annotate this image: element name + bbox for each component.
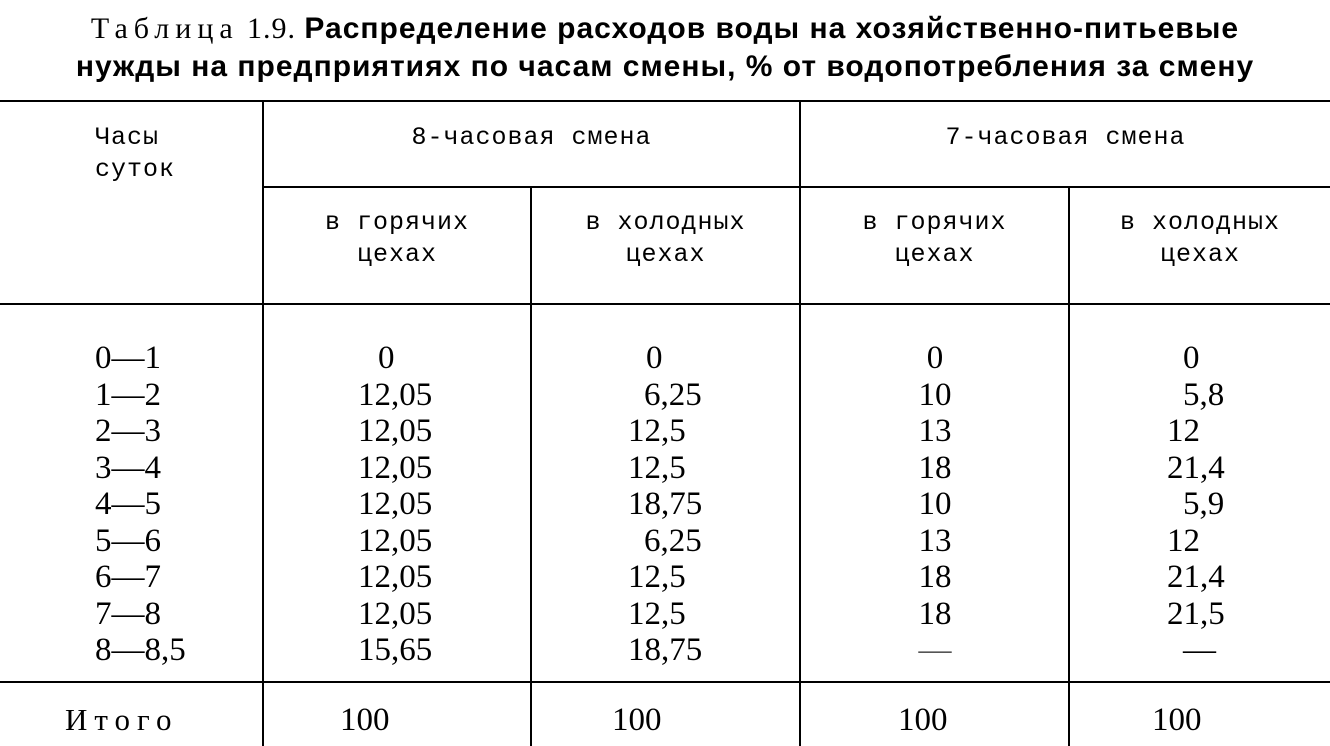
cell-7-hot: 13 xyxy=(918,413,952,449)
cell-8-cold: 6,25 xyxy=(644,376,702,413)
cell-7-hot: 18 xyxy=(918,449,952,486)
table-top-rule xyxy=(0,100,1330,102)
cell-8-hot: 15,65 xyxy=(358,632,433,668)
cell-hours: 0—1 xyxy=(95,340,161,376)
cell-7-hot: — xyxy=(918,632,952,668)
cell-hours: 5—6 xyxy=(95,522,161,559)
cell-7-hot: 18 xyxy=(918,595,952,632)
cell-8-cold: 12,5 xyxy=(628,413,686,449)
header-7-cold xyxy=(1070,207,1330,271)
header-hours-line-2: суток xyxy=(95,155,176,184)
header-7-cold-line-1: в холодных xyxy=(1119,208,1281,237)
cell-8-cold: 0 xyxy=(646,340,663,376)
header-8-hot-line-1: в горячих xyxy=(324,208,470,237)
table-caption xyxy=(0,10,1330,86)
total-8-cold: 100 xyxy=(612,702,662,738)
cell-hours: 1—2 xyxy=(95,376,161,413)
cell-hours: 7—8 xyxy=(95,595,161,632)
header-7-cold-line-2: цехах xyxy=(1159,240,1240,269)
cell-7-cold: 12 xyxy=(1167,522,1200,559)
cell-7-cold: 21,5 xyxy=(1167,595,1225,632)
cell-7-cold: 5,8 xyxy=(1183,376,1225,413)
cell-7-hot: 18 xyxy=(918,559,952,595)
total-label: Итого xyxy=(65,702,179,737)
cell-hours: 6—7 xyxy=(95,559,161,595)
cell-8-hot: 12,05 xyxy=(358,559,433,595)
cell-hours: 8—8,5 xyxy=(95,632,186,668)
caption-heading-line-1: Распределение расходов воды на хозяйственно-питьевые xyxy=(304,12,1240,45)
header-8-hot xyxy=(264,207,530,271)
total-7-hot: 100 xyxy=(898,702,948,738)
cell-8-hot: 12,05 xyxy=(358,449,433,486)
cell-hours: 3—4 xyxy=(95,449,161,486)
cell-7-cold: 0 xyxy=(1183,340,1200,376)
header-8-cold xyxy=(532,207,799,271)
cell-8-cold: 12,5 xyxy=(628,559,686,595)
shift8-cold-column xyxy=(628,340,718,669)
cell-8-cold: 12,5 xyxy=(628,595,686,632)
header-8-cold-line-1: в холодных xyxy=(585,208,746,237)
header-bottom-rule xyxy=(0,303,1330,305)
shift-header-rule xyxy=(263,186,1330,188)
header-hours-line-1: Часы xyxy=(95,123,160,152)
header-7-hot-line-1: в горячих xyxy=(862,208,1007,237)
cell-8-hot: 12,05 xyxy=(358,522,433,559)
shift7-hot-column xyxy=(905,340,965,669)
header-shift-8: 8-часовая смена xyxy=(411,123,652,152)
header-7-hot-line-2: цехах xyxy=(894,240,975,269)
col-divider-1 xyxy=(262,101,264,746)
cell-8-hot: 12,05 xyxy=(358,376,433,413)
header-7-hot xyxy=(801,207,1068,271)
cell-7-hot: 10 xyxy=(918,376,952,413)
shift7-cold-column xyxy=(1167,340,1257,669)
cell-8-hot: 12,05 xyxy=(358,486,433,522)
cell-7-hot: 0 xyxy=(926,340,944,376)
total-7-cold: 100 xyxy=(1152,702,1202,738)
cell-8-hot: 12,05 xyxy=(358,595,433,632)
cell-7-cold: 12 xyxy=(1167,413,1200,449)
cell-8-cold: 12,5 xyxy=(628,449,686,486)
cell-7-hot: 10 xyxy=(918,486,952,522)
caption-number: 1.9. xyxy=(247,12,297,45)
cell-8-hot: 12,05 xyxy=(358,413,433,449)
cell-7-cold: — xyxy=(1183,632,1216,668)
header-hours xyxy=(95,122,175,186)
total-rule xyxy=(0,681,1330,683)
cell-8-cold: 6,25 xyxy=(644,522,702,559)
hours-column xyxy=(95,340,186,669)
caption-line-1 xyxy=(0,10,1330,48)
cell-hours: 2—3 xyxy=(95,413,161,449)
cell-7-cold: 21,4 xyxy=(1167,559,1225,595)
cell-8-cold: 18,75 xyxy=(628,632,703,668)
header-8-cold-line-2: цехах xyxy=(625,240,706,269)
cell-7-cold: 21,4 xyxy=(1167,449,1225,486)
cell-8-hot: 0 xyxy=(378,340,395,376)
caption-label: Таблица xyxy=(90,12,239,45)
cell-hours: 4—5 xyxy=(95,486,161,522)
cell-7-cold: 5,9 xyxy=(1183,486,1225,522)
header-8-hot-line-2: цехах xyxy=(356,240,437,269)
caption-heading-line-2: нужды на предприятиях по часам смены, % от водопотребления за смену xyxy=(75,50,1255,83)
cell-7-hot: 13 xyxy=(918,522,952,559)
total-8-hot: 100 xyxy=(340,702,390,738)
cell-8-cold: 18,75 xyxy=(628,486,703,522)
shift8-hot-column xyxy=(358,340,448,669)
col-divider-3 xyxy=(799,101,801,746)
header-shift-7: 7-часовая смена xyxy=(945,123,1186,152)
